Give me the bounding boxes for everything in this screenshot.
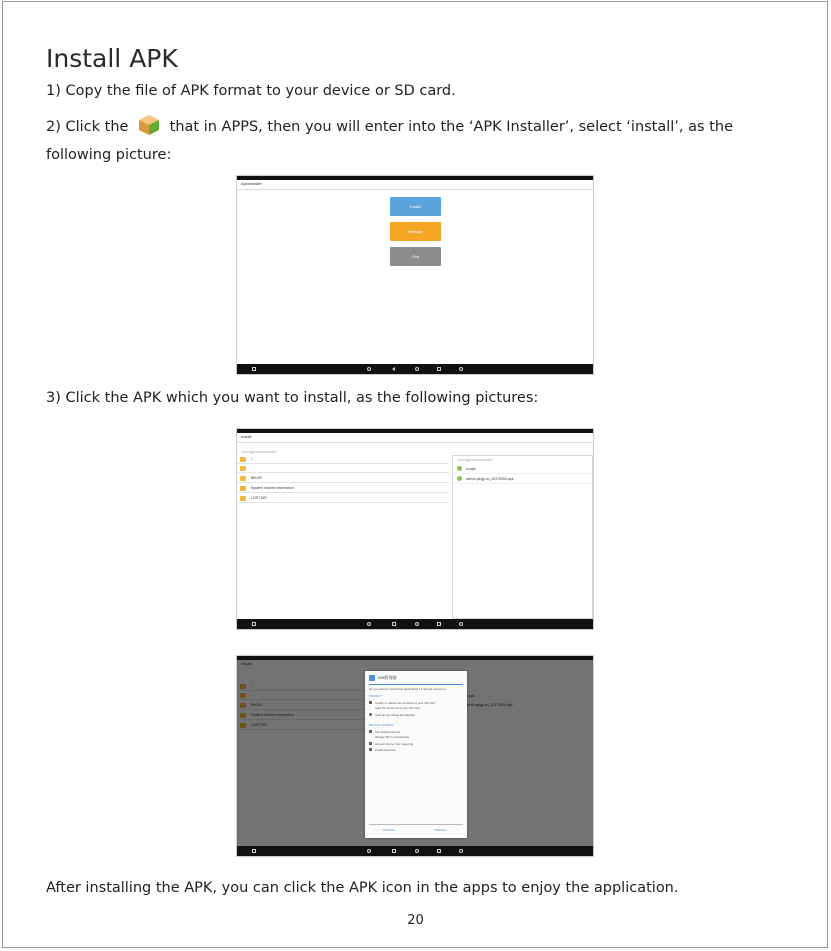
file-label: System Volume Information (251, 486, 294, 490)
section-privacy: PRIVACY (369, 694, 382, 698)
back-nav-icon[interactable] (392, 622, 396, 626)
folder-icon (240, 496, 246, 501)
section-device-access: DEVICE ACCESS (369, 723, 394, 727)
app-bar-divider (237, 442, 593, 443)
app-bar-divider (237, 189, 593, 190)
file-row[interactable] (237, 474, 449, 483)
dialog-title-divider (369, 684, 463, 685)
page-title: Install APK (46, 44, 178, 73)
file-row[interactable] (237, 455, 449, 464)
exit-button[interactable]: Exit (390, 247, 441, 266)
apk-label: weixin.pingji.cn_20170000.apk (466, 477, 514, 481)
camera-nav-icon[interactable] (367, 367, 371, 371)
android-icon (457, 466, 462, 471)
app-icon (369, 675, 375, 681)
permission-item: change Wi-Fi connectivity (375, 735, 410, 739)
app-title: ApkInstaller (241, 181, 262, 186)
install-dialog (365, 671, 467, 838)
sd-card-icon (369, 701, 372, 704)
screenshot-install-dialog (236, 655, 594, 857)
dialog-footer-divider (369, 824, 463, 825)
screenshot-nav-icon[interactable] (252, 367, 256, 371)
app-title: Install (241, 434, 252, 439)
apk-list-item[interactable] (453, 474, 592, 484)
apk-list-panel (452, 455, 593, 619)
screenshot-apk-installer (236, 175, 594, 375)
home-nav-icon[interactable] (415, 622, 419, 626)
file-row[interactable] (237, 464, 449, 473)
file-row[interactable] (237, 484, 449, 493)
phone-icon (369, 713, 372, 716)
recents-nav-icon[interactable] (437, 849, 441, 853)
dialog-prompt: Do you want to install this application? It will get access to: (369, 687, 447, 691)
power-nav-icon[interactable] (459, 622, 463, 626)
status-bar (237, 429, 593, 433)
permission-item: prevent phone from sleeping (375, 742, 414, 746)
apk-label: nr.apk (466, 467, 476, 471)
cancel-button[interactable]: CANCEL (383, 828, 396, 832)
shortcut-icon (369, 748, 372, 751)
manage-button[interactable]: Manage (390, 222, 441, 241)
apk-list-item[interactable] (453, 464, 592, 474)
permission-item: read the contents of your SD card (375, 706, 420, 710)
status-bar (237, 176, 593, 180)
recents-nav-icon[interactable] (437, 367, 441, 371)
step-2-prefix: 2) Click the (46, 119, 129, 135)
lock-icon (369, 742, 372, 745)
home-nav-icon[interactable] (415, 367, 419, 371)
screenshot-file-browser (236, 428, 594, 630)
apk-installer-icon (137, 113, 161, 137)
folder-icon (240, 476, 246, 481)
back-nav-icon[interactable] (392, 849, 396, 853)
step-1-text: 1) Copy the file of APK format to your device or SD card. (46, 83, 456, 99)
camera-nav-icon[interactable] (367, 849, 371, 853)
file-label: LOST.DIR (251, 496, 267, 500)
dialog-title: Wifi管理器 (378, 675, 397, 680)
install-button[interactable]: Install (390, 197, 441, 216)
folder-icon (240, 457, 246, 462)
file-label: / (251, 457, 252, 461)
current-path: /storage/emulated/0 (241, 449, 277, 454)
permission-item: read phone status and identity (375, 713, 416, 717)
power-nav-icon[interactable] (459, 849, 463, 853)
step-2-text (46, 115, 733, 139)
step-2-continuation: following picture: (46, 147, 172, 163)
step-3-text: 3) Click the APK which you want to install, as the following pictures: (46, 390, 539, 406)
power-nav-icon[interactable] (459, 367, 463, 371)
screenshot-nav-icon[interactable] (252, 849, 256, 853)
confirm-install-button[interactable]: INSTALL (435, 828, 447, 832)
home-nav-icon[interactable] (415, 849, 419, 853)
panel-title: /storage/emulated/0 (457, 457, 493, 462)
navigation-bar (237, 619, 593, 629)
permission-item: install shortcuts (375, 748, 396, 752)
permission-item: modify or delete the contents of your SD card (375, 701, 436, 705)
camera-nav-icon[interactable] (367, 622, 371, 626)
android-icon (457, 476, 462, 481)
network-icon (369, 730, 372, 733)
folder-icon (240, 466, 246, 471)
file-label: BIKOR (251, 476, 262, 480)
back-nav-icon[interactable] (392, 367, 395, 371)
folder-icon (240, 486, 246, 491)
screenshot-nav-icon[interactable] (252, 622, 256, 626)
permission-item: full network access (375, 730, 401, 734)
file-row[interactable] (237, 494, 449, 503)
file-label: .. (251, 466, 253, 470)
navigation-bar (237, 364, 593, 374)
page-number: 20 (407, 913, 424, 928)
recents-nav-icon[interactable] (437, 622, 441, 626)
navigation-bar (237, 846, 593, 856)
step-2-suffix: that in APPS, then you will enter into the ‘APK Installer’, select ‘install’, as the (169, 119, 733, 135)
closing-text: After installing the APK, you can click the APK icon in the apps to enjoy the application. (46, 880, 679, 896)
